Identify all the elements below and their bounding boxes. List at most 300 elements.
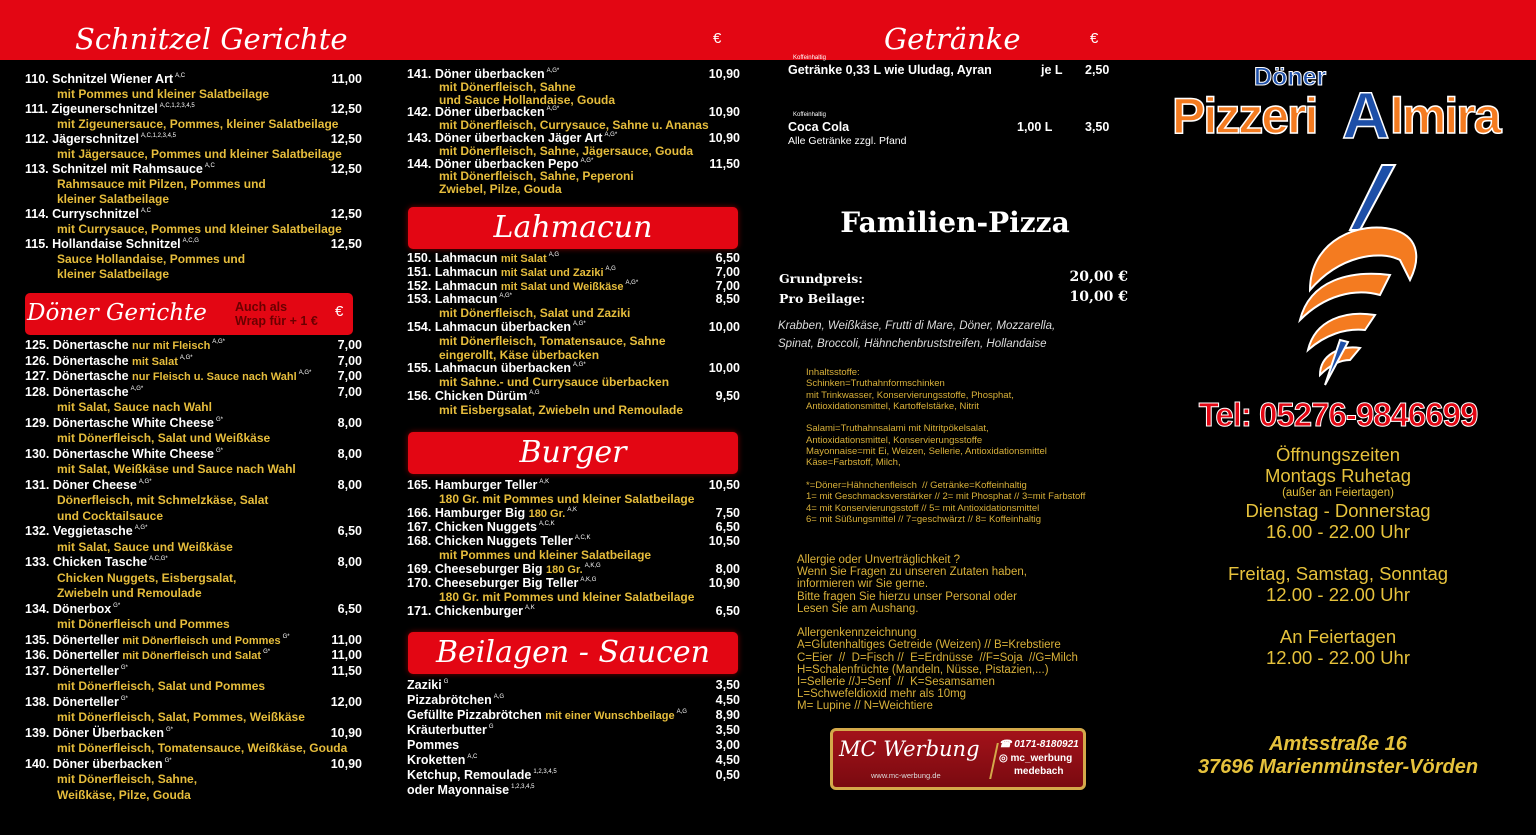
item-name: Dönerteller xyxy=(52,648,119,662)
item-number: 170. xyxy=(407,576,432,590)
allergen-codes: A,K xyxy=(539,479,550,485)
allergen-codes: G* xyxy=(216,416,224,423)
menu-item-title xyxy=(407,132,740,145)
item-number: 111. xyxy=(25,102,48,116)
ueberbacken-list xyxy=(407,68,740,196)
item-price: 6,50 xyxy=(715,604,740,618)
item-description: Rahmsauce mit Pilzen, Pommes und xyxy=(57,177,266,191)
menu-item-title xyxy=(25,555,362,571)
allergen-codes: G* xyxy=(113,602,121,609)
menu-item-title xyxy=(25,369,362,385)
item-name: Döner überbacken xyxy=(434,67,545,81)
item-price: 7,00 xyxy=(337,369,362,383)
phone-number[interactable]: Tel: 05276-9846699 xyxy=(1198,396,1478,433)
menu-item[interactable] xyxy=(407,293,740,321)
menu-item-title xyxy=(407,390,740,404)
item-price: 10,90 xyxy=(708,576,740,590)
item-name: Chicken Nuggets xyxy=(434,520,537,534)
item-name: Schnitzel mit Rahmsauce xyxy=(52,162,203,176)
item-price: 10,00 xyxy=(708,361,740,376)
item-number: 153. xyxy=(407,292,432,307)
menu-item[interactable] xyxy=(407,708,740,723)
menu-item-title xyxy=(25,633,362,649)
menu-item-title xyxy=(407,158,740,171)
menu-item-title xyxy=(25,695,362,711)
menu-item[interactable] xyxy=(407,68,740,106)
item-number: 150. xyxy=(407,251,432,265)
item-description: kleiner Salatbeilage xyxy=(57,192,170,206)
allergen-codes: A,G* xyxy=(130,385,144,392)
phone-text: 0171-8180921 xyxy=(1014,739,1079,750)
item-description: mit Dönerfleisch, Salat und Pommes xyxy=(57,679,266,693)
item-description: Dönerfleisch, mit Schmelzkäse, Salat xyxy=(57,493,269,507)
menu-item[interactable] xyxy=(407,723,740,738)
item-price: 4,50 xyxy=(715,693,740,707)
item-description: und Sauce Hollandaise, Gouda xyxy=(439,92,616,107)
euro-label: € xyxy=(713,30,722,47)
item-number: 141. xyxy=(407,67,432,81)
item-description: eingerollt, Käse überbacken xyxy=(439,347,600,362)
item-name: Dönerteller xyxy=(52,632,119,647)
item-number: 156. xyxy=(407,388,432,403)
allergen-codes: A,C,K xyxy=(574,535,591,541)
menu-item-title xyxy=(407,693,740,708)
allergen-codes: A,C,G xyxy=(182,238,199,244)
item-name: Cheeseburger Big Teller xyxy=(434,576,579,590)
item-name: Chickenburger xyxy=(434,604,524,618)
allergen-codes: A,G* xyxy=(580,157,594,164)
item-name: Dönertasche xyxy=(52,338,129,352)
item-description: mit Jägersauce, Pommes und kleiner Salatbeilage xyxy=(57,147,342,161)
allergen-codes: A,G xyxy=(529,389,540,396)
menu-item[interactable] xyxy=(25,602,362,633)
menu-item-title xyxy=(407,520,740,534)
menu-item[interactable] xyxy=(407,768,740,783)
item-description: kleiner Salatbeilage xyxy=(57,267,170,281)
item-number: 144. xyxy=(407,156,432,171)
allergen-codes: A,G xyxy=(605,265,616,272)
item-inline-desc: mit einer Wunschbeilage xyxy=(545,710,675,722)
item-price: 9,50 xyxy=(715,388,740,403)
menu-item[interactable] xyxy=(25,757,362,804)
menu-item-title xyxy=(25,416,362,432)
allergen-codes: A,G* xyxy=(212,339,225,345)
section-title-beilagen: Beilagen - Saucen xyxy=(408,632,738,674)
item-number: 166. xyxy=(407,506,432,520)
menu-item[interactable] xyxy=(25,72,362,102)
item-number: 125. xyxy=(25,338,50,352)
hours-time: 12.00 - 22.00 Uhr xyxy=(1266,584,1410,605)
item-description: mit Dönerfleisch, Sahne, Jägersauce, Gouda xyxy=(439,143,694,158)
allergen-codes: G* xyxy=(164,757,172,764)
item-name: Dönerteller xyxy=(52,663,119,678)
euro-label: € xyxy=(335,303,344,320)
item-number: 127. xyxy=(25,369,50,383)
item-name: Zaziki xyxy=(407,678,442,692)
menu-item[interactable] xyxy=(407,132,740,158)
item-price: 8,50 xyxy=(715,292,740,307)
section-title-schnitzel: Schnitzel Gerichte xyxy=(75,22,348,56)
mc-werbung-phone: ☎ 0171-8180921 xyxy=(999,739,1079,750)
item-price: 11,50 xyxy=(709,156,740,171)
menu-item[interactable] xyxy=(25,338,362,354)
menu-item[interactable] xyxy=(25,664,362,695)
item-name: Dönertasche White Cheese xyxy=(52,446,214,461)
menu-item[interactable] xyxy=(25,633,362,649)
allergen-codes: G* xyxy=(120,695,128,702)
drink-price: 2,50 xyxy=(1085,63,1110,77)
toppings-line: Spinat, Broccoli, Hähnchenbruststreifen, Hollandaise xyxy=(778,338,1047,350)
menu-item-title xyxy=(25,447,362,463)
allergen-codes: A,G* xyxy=(134,525,148,531)
item-number: 165. xyxy=(407,478,432,492)
menu-item-title xyxy=(407,562,740,576)
item-price: 3,50 xyxy=(715,678,740,692)
item-name: Pommes xyxy=(407,738,460,752)
item-price: 7,00 xyxy=(337,353,362,368)
item-price: 6,50 xyxy=(715,251,740,265)
item-number: 155. xyxy=(407,361,432,376)
item-number: 139. xyxy=(25,725,50,740)
item-description: mit Salat, Weißkäse und Sauce nach Wahl xyxy=(57,462,296,476)
item-description: mit Salat, Sauce und Weißkäse xyxy=(57,539,233,554)
allergen-codes: A,C,1,2,3,4,5 xyxy=(159,103,195,109)
menu-item[interactable] xyxy=(407,738,740,753)
beilage-price: 10,00 € xyxy=(1069,289,1128,305)
menu-item[interactable] xyxy=(407,534,740,562)
menu-item[interactable] xyxy=(407,362,740,390)
item-price: 12,50 xyxy=(330,237,362,251)
item-price: 3,00 xyxy=(715,738,740,752)
item-description: 180 Gr. mit Pommes und kleiner Salatbeilage xyxy=(439,590,695,604)
menu-item[interactable] xyxy=(25,555,362,602)
menu-item-title xyxy=(407,362,740,376)
item-description: mit Dönerfleisch, Tomatensauce, Weißkäse, Gouda xyxy=(57,741,348,755)
logo-doener: Döner xyxy=(1254,63,1327,91)
mc-werbung-logo: MC Werbung xyxy=(839,737,980,761)
item-price: 12,50 xyxy=(330,207,362,221)
menu-item[interactable] xyxy=(407,576,740,604)
menu-item[interactable] xyxy=(407,506,740,520)
menu-item[interactable] xyxy=(25,354,362,370)
item-price: 7,00 xyxy=(715,264,740,279)
menu-item-title xyxy=(25,757,362,773)
item-number: 171. xyxy=(407,604,432,618)
drink-name: Coca Cola xyxy=(788,120,850,134)
item-price: 10,90 xyxy=(708,105,740,120)
item-name: Chicken Nuggets Teller xyxy=(434,534,573,548)
item-name: oder Mayonnaise xyxy=(407,783,510,797)
item-name: Curryschnitzel xyxy=(52,207,139,221)
item-inline-desc: mit Salat und Zaziki xyxy=(500,266,604,279)
menu-item-title xyxy=(407,321,740,335)
allergen-codes: 1,2,3,4,5 xyxy=(511,784,535,790)
drink-name: Getränke 0,33 L wie Uludag, Ayran xyxy=(788,63,992,77)
item-number: 142. xyxy=(407,105,432,120)
menu-item[interactable] xyxy=(407,321,740,362)
item-description: mit Dönerfleisch, Sahne, xyxy=(57,772,198,786)
item-price: 10,50 xyxy=(708,534,740,548)
menu-item-title xyxy=(25,664,362,680)
menu-item-title xyxy=(25,207,362,222)
item-name: Lahmacun xyxy=(434,264,498,279)
hours-time: 12.00 - 22.00 Uhr xyxy=(1266,647,1410,668)
menu-item-title xyxy=(25,385,362,401)
allergen-codes: A,K xyxy=(525,605,535,611)
item-number: 126. xyxy=(25,353,50,368)
menu-item-title xyxy=(25,132,362,147)
item-price: 10,90 xyxy=(708,130,740,145)
familien-pizza-title: Familien-Pizza xyxy=(840,206,1070,239)
item-inline-desc: mit Dönerfleisch und Pommes xyxy=(122,634,281,647)
logo-almira: lmira xyxy=(1390,88,1500,144)
mc-werbung-url: www.mc-werbung.de xyxy=(871,771,941,780)
menu-item-title xyxy=(407,293,740,307)
grundpreis-label: Grundpreis: xyxy=(779,271,863,286)
allergen-codes: A,G* xyxy=(572,320,586,327)
item-price: 7,00 xyxy=(337,384,362,399)
menu-item[interactable] xyxy=(25,447,362,478)
euro-label: € xyxy=(1090,30,1099,47)
menu-item-title xyxy=(25,354,362,370)
section-title-burger: Burger xyxy=(408,432,738,474)
menu-item-title xyxy=(25,72,362,87)
item-price: 4,50 xyxy=(715,753,740,767)
menu-item-title xyxy=(407,266,740,280)
menu-item[interactable] xyxy=(25,726,362,757)
menu-item[interactable] xyxy=(407,106,740,132)
item-price: 3,50 xyxy=(715,723,740,737)
item-name: Döner überbacken xyxy=(434,105,545,120)
menu-item[interactable] xyxy=(407,604,740,618)
hours-time: 16.00 - 22.00 Uhr xyxy=(1266,521,1410,542)
item-description: mit Dönerfleisch, Salat, Pommes, Weißkäse xyxy=(57,710,305,724)
menu-item[interactable] xyxy=(407,158,740,196)
allergen-codes: G xyxy=(488,724,494,730)
grundpreis-price: 20,00 € xyxy=(1069,269,1128,285)
menu-item[interactable] xyxy=(407,280,740,294)
item-inline-desc: mit Salat xyxy=(500,253,547,265)
item-description: Weißkäse, Pilze, Gouda xyxy=(57,787,191,802)
item-price: 11,50 xyxy=(331,663,362,678)
item-inline-desc: nur mit Fleisch xyxy=(132,340,211,352)
menu-item[interactable] xyxy=(25,524,362,555)
item-inline-desc: 180 Gr. xyxy=(545,564,583,576)
menu-item[interactable] xyxy=(407,266,740,280)
menu-item[interactable] xyxy=(25,385,362,416)
toppings-line: Krabben, Weißkäse, Frutti di Mare, Döner, Mozzarella, xyxy=(778,320,1056,332)
allergen-codes: 1,2,3,4,5 xyxy=(533,769,557,775)
item-price: 7,00 xyxy=(337,338,362,352)
item-description: Chicken Nuggets, Eisbergsalat, xyxy=(57,570,237,585)
menu-item[interactable] xyxy=(407,562,740,576)
schnitzel-list xyxy=(25,72,362,282)
item-name: Veggietasche xyxy=(52,524,133,538)
item-price: 6,50 xyxy=(715,520,740,534)
item-number: 115. xyxy=(25,237,49,251)
item-description: mit Dönerfleisch, Sahne xyxy=(439,79,576,94)
item-price: 10,00 xyxy=(708,319,740,334)
allergen-codes: G xyxy=(443,679,449,685)
menu-item-title xyxy=(407,106,740,119)
menu-item[interactable] xyxy=(25,102,362,132)
menu-item[interactable] xyxy=(25,207,362,237)
item-name: Dönertasche White Cheese xyxy=(52,415,214,430)
item-number: 137. xyxy=(25,663,50,678)
menu-item[interactable] xyxy=(25,695,362,726)
item-number: 112. xyxy=(25,132,49,146)
allergy-info: Allergie oder Unverträglichkeit ? Wenn Sie Fragen zu unseren Zutaten haben, informieren wir Sie gerne. Bitte fragen Sie hierzu unser Personal oder Lesen Sie am Aushang. Allergenkennzeichnung A=Glutenhaltiges Getreide (Weizen) // B=Krebstiere C=Eier // D=Fisch // E=Erdnüsse //F=Soja //G=Milch H=Schalenfrüchte (Mandeln, Nüsse, Pistazien,...) I=Sellerie //J=Senf // K=Sesamsamen L=Schwefeldioxid mehr als 10mg M= Lupine // N=Weichtiere xyxy=(797,554,1078,713)
menu-item-title xyxy=(407,576,740,590)
menu-item[interactable] xyxy=(25,162,362,207)
menu-item[interactable] xyxy=(25,478,362,525)
item-description: 180 Gr. mit Pommes und kleiner Salatbeilage xyxy=(439,492,695,506)
item-price: 7,00 xyxy=(715,278,740,293)
item-name: Dönertasche xyxy=(52,353,129,368)
item-number: 169. xyxy=(407,562,432,576)
item-name: Lahmacun überbacken xyxy=(434,361,571,376)
item-description: Zwiebel, Pilze, Gouda xyxy=(439,182,562,197)
item-name: Lahmacun überbacken xyxy=(434,319,571,334)
item-name: Dönertasche xyxy=(52,384,129,399)
burger-list xyxy=(407,478,740,618)
item-number: 167. xyxy=(407,520,432,534)
allergen-codes: A,G* xyxy=(298,370,312,376)
item-name: Gefüllte Pizzabrötchen xyxy=(407,708,542,722)
menu-item[interactable] xyxy=(407,693,740,708)
address-street: Amtsstraße 16 xyxy=(1269,733,1407,755)
item-name: Kräuterbutter xyxy=(407,723,487,737)
hours-days: Dienstag - Donnerstag xyxy=(1245,500,1431,521)
hours-closed: Montags Ruhetag xyxy=(1264,465,1412,486)
menu-item[interactable] xyxy=(407,252,740,266)
item-price: 8,90 xyxy=(715,708,740,722)
hours-days: Freitag, Samstag, Sonntag xyxy=(1227,563,1449,584)
item-description: mit Pommes und kleiner Salatbeilage xyxy=(439,548,652,562)
allergen-codes: A,G xyxy=(493,694,505,700)
menu-item[interactable] xyxy=(407,478,740,506)
section-title-lahmacun: Lahmacun xyxy=(408,207,738,249)
menu-item[interactable] xyxy=(25,369,362,385)
item-number: 133. xyxy=(25,555,50,569)
item-description: mit Currysauce, Pommes und kleiner Salatbeilage xyxy=(57,222,342,236)
allergen-codes: A,C xyxy=(467,754,478,760)
allergen-codes: A,C,K xyxy=(538,521,555,527)
item-name: Zigeunerschnitzel xyxy=(51,102,158,116)
menu-item-title xyxy=(25,478,362,494)
allergen-codes: A,G* xyxy=(604,131,618,138)
menu-item-title xyxy=(407,280,740,294)
item-name: Schnitzel Wiener Art xyxy=(52,72,174,86)
menu-item[interactable] xyxy=(25,648,362,664)
menu-item-title xyxy=(25,524,362,540)
allergen-codes: A,G* xyxy=(499,293,513,300)
menu-item[interactable] xyxy=(25,132,362,162)
item-name: Hollandaise Schnitzel xyxy=(52,237,181,251)
item-price: 8,00 xyxy=(337,477,362,492)
doener-list xyxy=(25,338,362,803)
insta-text: mc_werbung xyxy=(1010,753,1073,764)
logo-a: A xyxy=(1342,78,1390,152)
item-number: 134. xyxy=(25,601,50,616)
menu-item[interactable] xyxy=(407,390,740,418)
item-price: 10,90 xyxy=(330,725,362,740)
wrap-note-line: Auch als xyxy=(235,300,288,314)
menu-item-title xyxy=(407,708,740,723)
menu-item-title xyxy=(407,604,740,618)
menu-item[interactable] xyxy=(25,416,362,447)
item-number: 128. xyxy=(25,384,50,399)
allergen-codes: A,C,G* xyxy=(149,556,168,562)
menu-item[interactable] xyxy=(407,678,740,693)
menu-item[interactable] xyxy=(407,753,740,768)
item-description: mit Dönerfleisch, Salat und Weißkäse xyxy=(57,431,271,445)
mc-werbung-city: medebach xyxy=(1014,766,1064,777)
menu-item[interactable] xyxy=(407,783,740,798)
item-price: 11,00 xyxy=(331,632,362,647)
menu-item-title xyxy=(25,102,362,117)
item-description: mit Dönerfleisch, Salat und Zaziki xyxy=(439,306,631,321)
item-description: mit Salat, Sauce nach Wahl xyxy=(57,400,212,414)
pfand-note: Alle Getränke zzgl. Pfand xyxy=(788,135,907,147)
item-number: 136. xyxy=(25,648,50,662)
item-number: 151. xyxy=(407,264,432,279)
doener-spit-icon xyxy=(1270,160,1430,390)
allergen-codes: A,G xyxy=(548,252,560,258)
caffeine-note: Koffeinhaltig xyxy=(793,55,826,61)
allergen-codes: A,C xyxy=(204,163,215,169)
section-title-getraenke: Getränke xyxy=(884,22,1021,56)
item-name: Döner überbacken Pepo xyxy=(434,156,579,171)
item-price: 8,00 xyxy=(337,446,362,461)
item-inline-desc: 180 Gr. xyxy=(528,508,566,520)
item-number: 152. xyxy=(407,278,432,293)
menu-item-title xyxy=(25,338,362,354)
menu-item[interactable] xyxy=(407,520,740,534)
menu-item-title xyxy=(407,506,740,520)
allergen-codes: A,G* xyxy=(572,362,586,369)
item-number: 154. xyxy=(407,319,432,334)
allergen-codes: A,C xyxy=(175,73,186,79)
item-name: Lahmacun xyxy=(434,251,498,265)
wrap-note-line: Wrap für + 1 € xyxy=(235,314,318,328)
hours-title: Öffnungszeiten xyxy=(1275,444,1401,465)
item-price: 12,50 xyxy=(330,102,362,116)
menu-item-title xyxy=(407,534,740,548)
item-number: 140. xyxy=(25,756,50,771)
logo-pizzeria: Pizzeri xyxy=(1172,88,1317,144)
item-price: 12,50 xyxy=(330,132,362,146)
item-name: Lahmacun xyxy=(434,278,498,293)
item-description: mit Eisbergsalat, Zwiebeln und Remoulade xyxy=(439,402,684,417)
item-inline-desc: mit Dönerfleisch und Salat xyxy=(122,650,262,662)
menu-item[interactable] xyxy=(25,237,362,282)
item-description: mit Sahne.- und Currysauce überbacken xyxy=(439,375,670,390)
mc-werbung-badge xyxy=(830,728,1086,790)
drink-price: 3,50 xyxy=(1085,120,1110,134)
menu-item-title xyxy=(25,726,362,742)
mc-werbung-insta: ◎ mc_werbung xyxy=(999,753,1073,764)
allergen-codes: A,G* xyxy=(546,106,560,113)
drink-unit: 1,00 L xyxy=(1017,120,1053,134)
menu-item-title xyxy=(25,162,362,177)
menu-item-title xyxy=(407,68,740,81)
item-price: 10,90 xyxy=(708,67,740,81)
drink-unit: je L xyxy=(1041,63,1063,77)
item-price: 8,00 xyxy=(715,562,740,576)
caffeine-note: Koffeinhaltig xyxy=(793,112,826,118)
hours-closed-note: (außer an Feiertagen) xyxy=(1282,487,1394,499)
